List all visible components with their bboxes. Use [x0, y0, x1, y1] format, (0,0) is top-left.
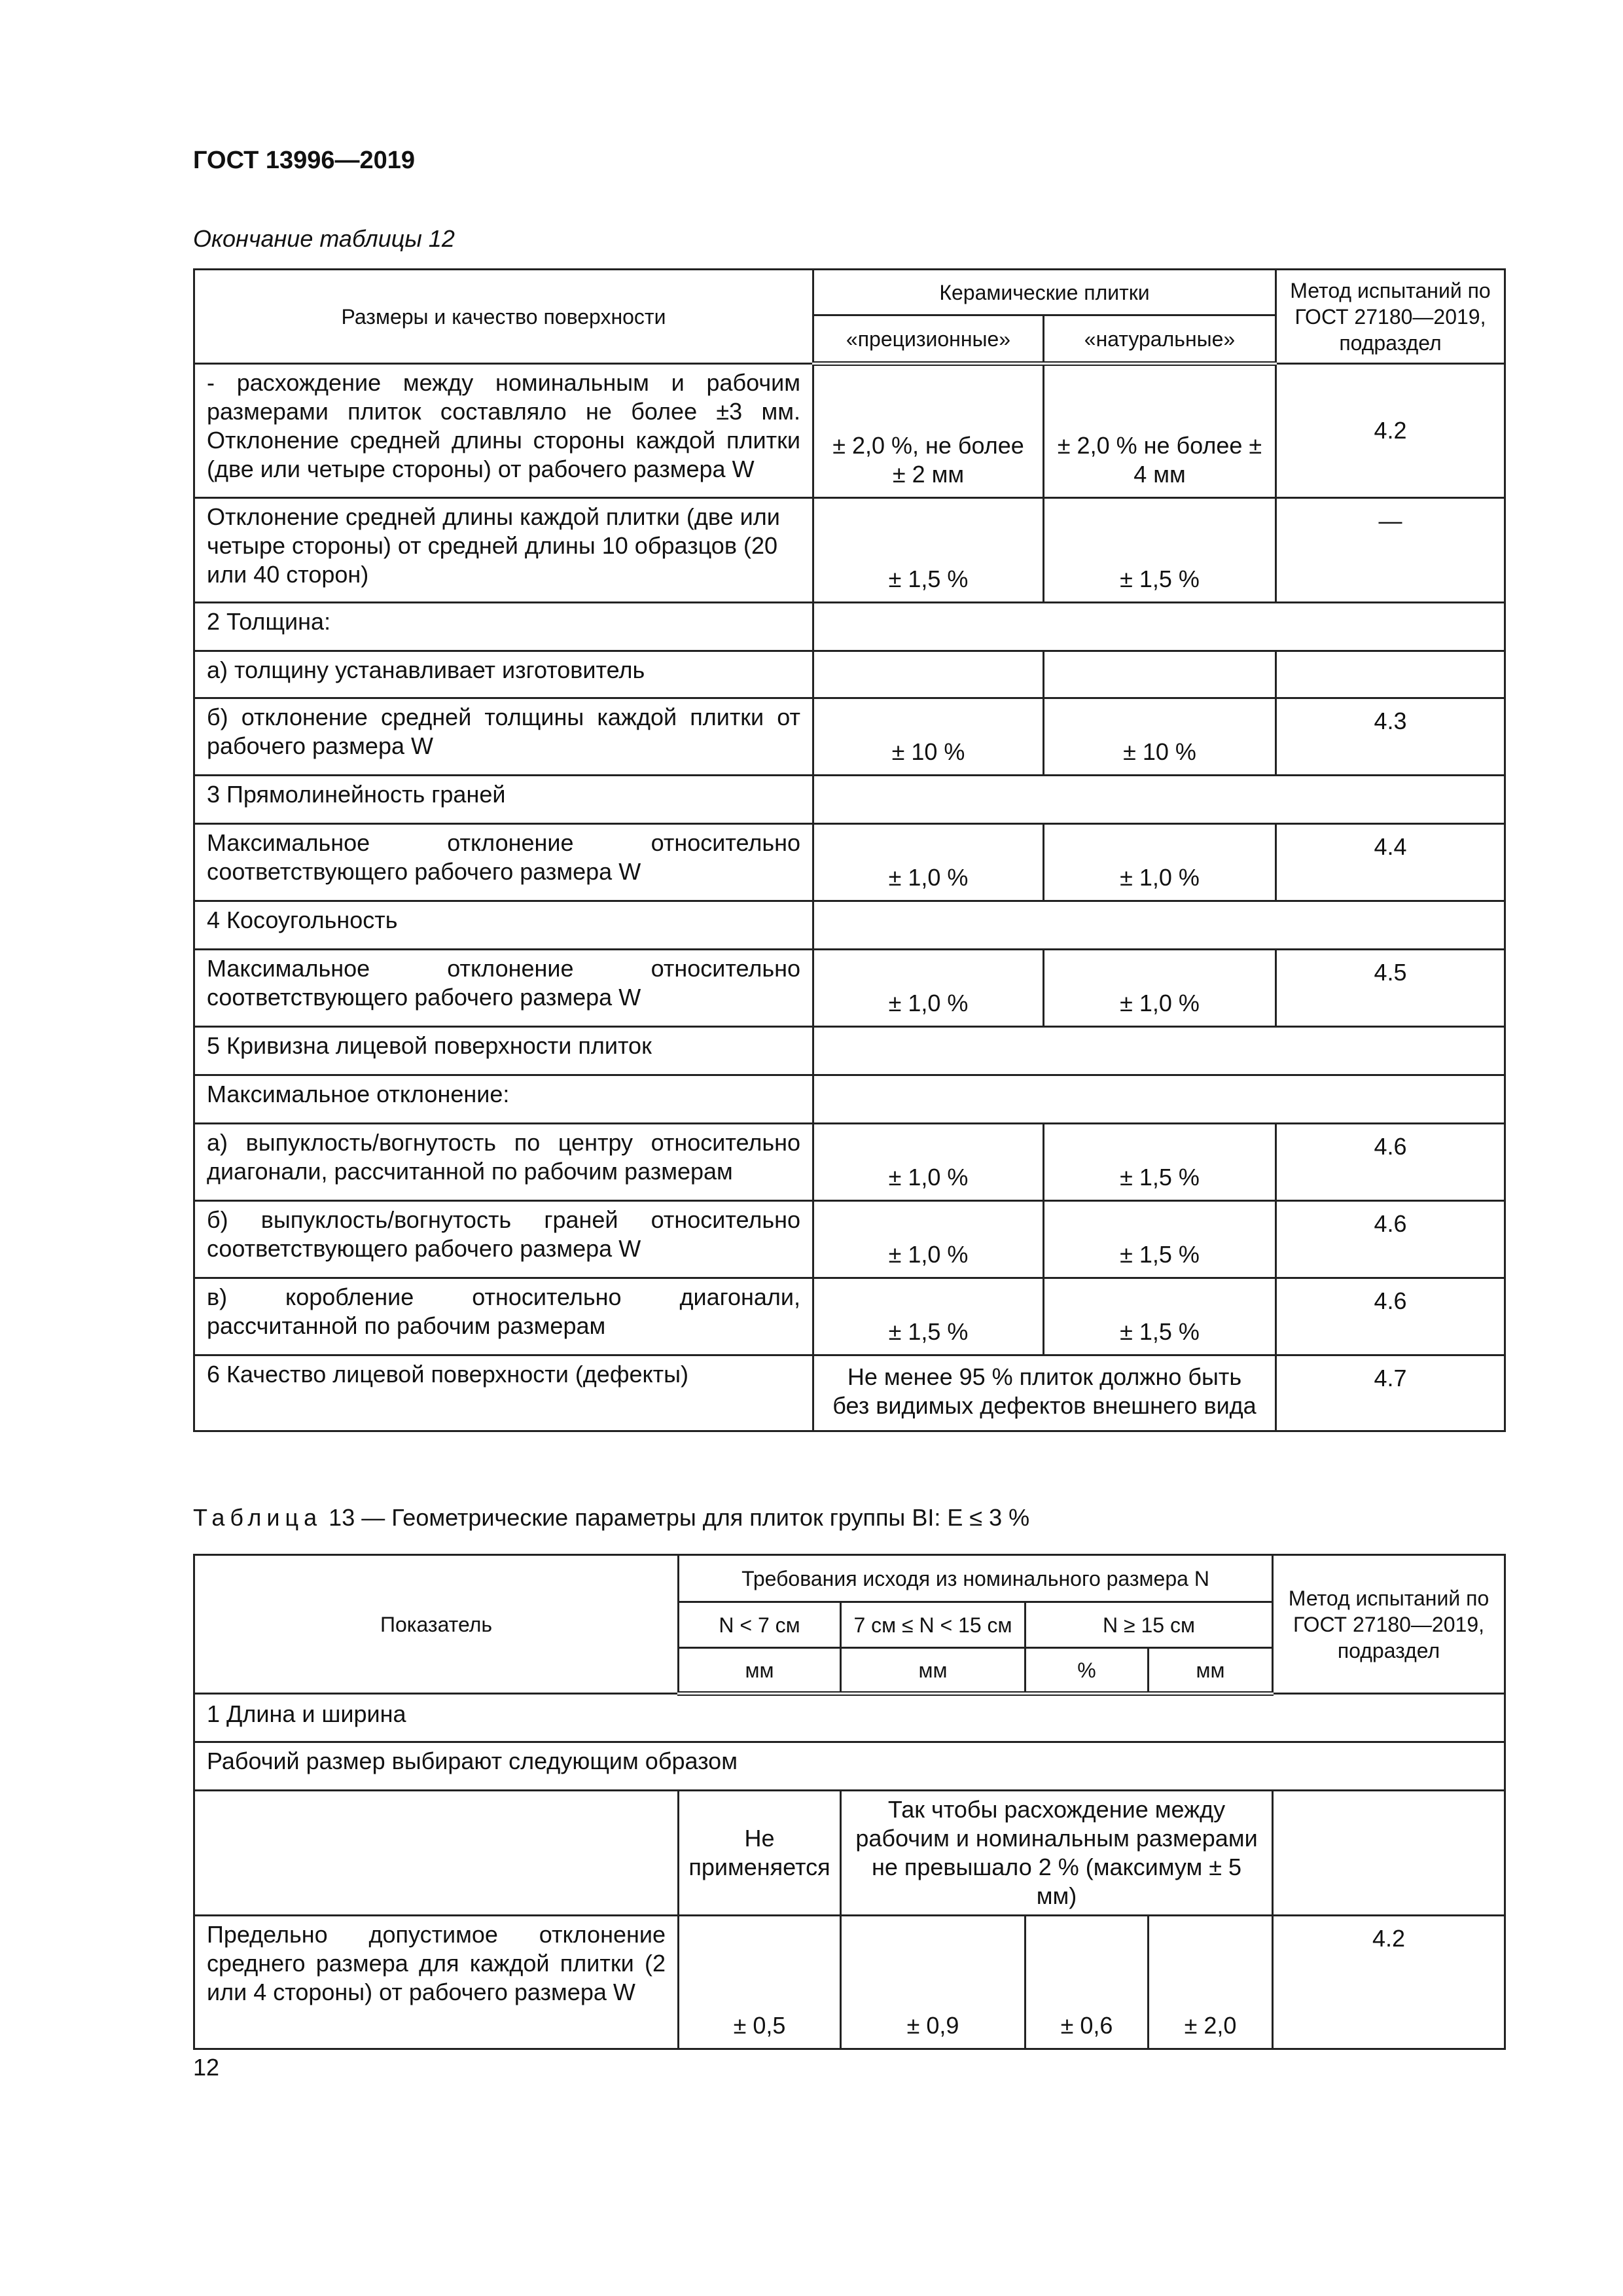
table-row: Не применяется Так чтобы расхождение между рабочим и номинальным размерами не превышало 2 % (максимум ± 5 мм): [194, 1791, 1505, 1916]
table-row: Максимальное отклонение:: [194, 1075, 1505, 1124]
t12-head-method: Метод испытаний по ГОСТ 27180—2019, подраздел: [1276, 270, 1505, 364]
table-row: 4 Косоугольность: [194, 901, 1505, 950]
page-number: 12: [193, 2054, 220, 2081]
table-row: в) коробление относительно диагонали, рассчитанной по рабочим размерам ± 1,5 % ± 1,5 % 4.6: [194, 1278, 1505, 1355]
table-row: 5 Кривизна лицевой поверхности плиток: [194, 1027, 1505, 1075]
t12-head-precise: «прецизионные»: [813, 315, 1044, 364]
table-row: Рабочий размер выбирают следующим образом: [194, 1742, 1505, 1791]
table-row: - расхождение между номинальным и рабочим размерами плиток составляло не более ±3 мм. Отклонение средней длины стороны каждой плитки (две или четыре стороны) от рабочего размера W ± 2,0 %, не более ± 2 мм ± 2,0 % не более ± 4 мм 4.2: [194, 364, 1505, 498]
table-row: Предельно допустимое отклонение среднего размера для каждой плитки (2 или 4 стороны) от рабочего размера W ± 0,5 ± 0,9 ± 0,6 ± 2,0 4.2: [194, 1916, 1505, 2049]
t12-head-natural: «натуральные»: [1044, 315, 1276, 364]
t12-head-group: Керамические плитки: [813, 270, 1276, 315]
table-row: Максимальное отклонение относительно соответствующего рабочего размера W ± 1,0 % ± 1,0 % 4.4: [194, 824, 1505, 901]
table-row: 3 Прямолинейность граней: [194, 776, 1505, 824]
document-header: ГОСТ 13996—2019: [193, 147, 416, 174]
table-row: а) толщину устанавливает изготовитель: [194, 651, 1505, 698]
table-row: 2 Толщина:: [194, 603, 1505, 651]
t13-head-method: Метод испытаний по ГОСТ 27180—2019, подраздел: [1273, 1555, 1505, 1694]
table-row: 1 Длина и ширина: [194, 1694, 1505, 1742]
t13-head-col1: Показатель: [194, 1555, 679, 1694]
table-row: а) выпуклость/вогнутость по центру относительно диагонали, рассчитанной по рабочим размерам ± 1,0 % ± 1,5 % 4.6: [194, 1124, 1505, 1201]
t13-head-group: Требования исходя из номинального размера N: [679, 1555, 1273, 1602]
table-13: Показатель Требования исходя из номинального размера N Метод испытаний по ГОСТ 27180—2019, подраздел N < 7 см 7 см ≤ N < 15 см N ≥ 15 см мм мм % мм 1 Длина и ширина Рабочий размер выбирают следующим образом Не применяется Так чтобы расхождение между рабочим и номинальным размерами не превышало 2 % (максимум ± 5 мм) Предельно допустимое отклонение среднего размера для каждой плитки (2 или 4 стороны) от рабочего размера W ± 0,5 ± 0,9 ± 0,6 ± 2,0 4.2: [193, 1554, 1506, 2050]
table-row: Максимальное отклонение относительно соответствующего рабочего размера W ± 1,0 % ± 1,0 % 4.5: [194, 950, 1505, 1027]
table-12: [193, 268, 1506, 1432]
table-row: б) выпуклость/вогнутость граней относительно соответствующего рабочего размера W ± 1,0 % ± 1,5 % 4.6: [194, 1201, 1505, 1278]
table-row: Отклонение средней длины каждой плитки (две или четыре стороны) от средней длины 10 образцов (20 или 40 сторон) ± 1,5 % ± 1,5 % —: [194, 498, 1505, 603]
table13-caption: Таблица 13 — Геометрические параметры для плиток группы BI: E ≤ 3 %: [193, 1504, 1030, 1531]
table-row: 6 Качество лицевой поверхности (дефекты) Не менее 95 % плиток должно быть без видимых дефектов внешнего вида 4.7: [194, 1355, 1505, 1431]
table-row: б) отклонение средней толщины каждой плитки от рабочего размера W ± 10 % ± 10 % 4.3: [194, 698, 1505, 776]
table12-caption: Окончание таблицы 12: [193, 225, 455, 252]
t12-head-col1: Размеры и качество поверхности: [194, 270, 813, 364]
